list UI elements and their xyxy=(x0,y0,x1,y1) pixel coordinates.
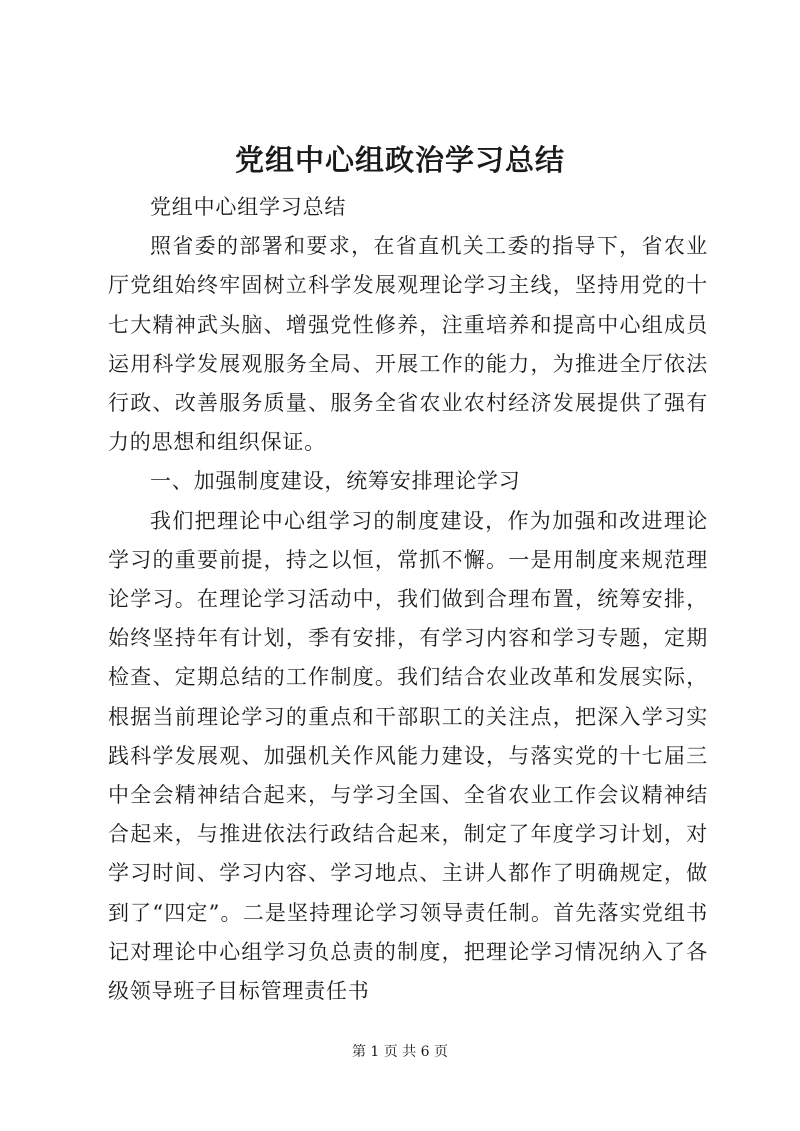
paragraph-section-1: 我们把理论中心组学习的制度建设，作为加强和改进理论学习的重要前提，持之以恒，常抓不懈。一是用制度来规范理论学习。在理论学习活动中，我们做到合理布置，统筹安排，始终坚持年有计划，季有安排，有学习内容和学习专题，定期检查、定期总结的工作制度。我们结合农业改革和发展实际，根据当前理论学习的重点和干部职工的关注点，把深入学习实践科学发展观、加强机关作风能力建设，与落实党的十七届三中全会精神结合起来，与学习全国、全省农业工作会议精神结合起来，与推进依法行政结合起来，制定了年度学习计划，对学习时间、学习内容、学习地点、主讲人都作了明确规定，做到了“四定”。二是坚持理论学习领导责任制。首先落实党组书记对理论中心组学习负总责的制度，把理论学习情况纳入了各级领导班子目标管理责任书 xyxy=(108,508,708,1004)
page-footer xyxy=(0,1042,800,1062)
paragraph-intro: 照省委的部署和要求，在省直机关工委的指导下，省农业厅党组始终牢固树立科学发展观理论学习主线，坚持用党的十七大精神武头脑、增强党性修养，注重培养和提高中心组成员运用科学发展观服务全局、开展工作的能力，为推进全厅依法行政、改善服务质量、服务全省农业农村经济发展提供了强有力的思想和组织保证。 xyxy=(108,234,708,455)
section-heading-1: 一、加强制度建设，统筹安排理论学习 xyxy=(150,469,521,494)
document-body xyxy=(108,188,708,1011)
page-number: 第 1 页 共 6 页 xyxy=(351,1044,449,1060)
paragraph-subtitle: 党组中心组学习总结 xyxy=(150,195,347,219)
document-title: 党组中心组政治学习总结 xyxy=(234,143,565,177)
